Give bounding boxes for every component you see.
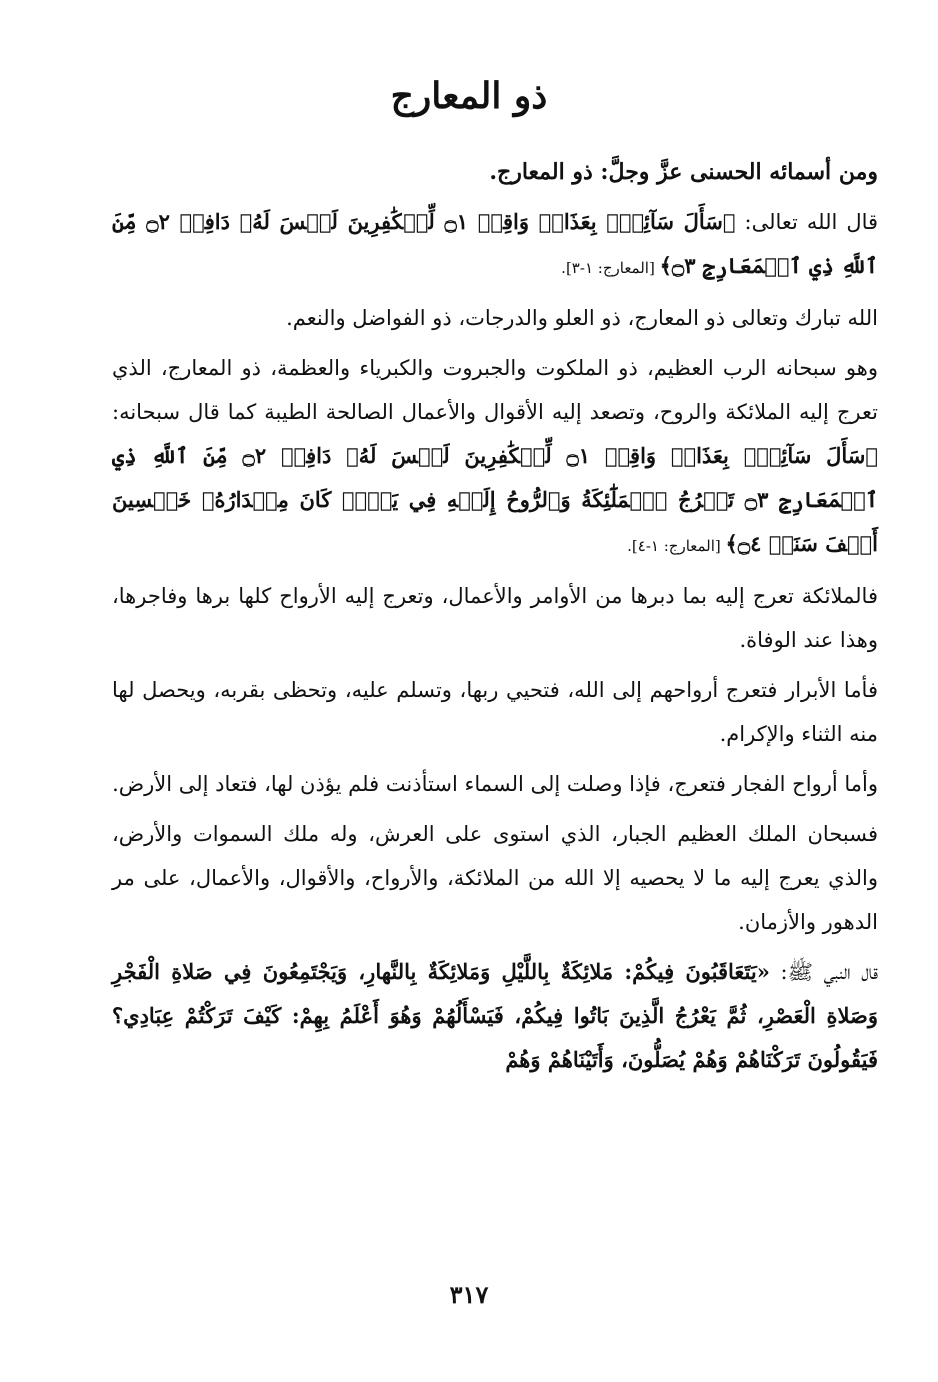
hadith-text: «يَتَعَاقَبُونَ فِيكُمْ: مَلائِكَةٌ بِاللَّيْلِ وَمَلائِكَةٌ بِالنَّهارِ، وَيَجْتَمِعُونَ فِي صَلاةِ الْفَجْرِ وَصَلاةِ الْعَصْرِ، ثُمَّ يَعْرُجُ الَّذِينَ بَاتُوا فِيكُمْ، فَيَسْأَلُهُمْ وَهُوَ أَعْلَمُ بِهِمْ: كَيْفَ تَرَكْتُمْ عِبَادِي؟ فَيَقُولُونَ تَرَكْنَاهُمْ وَهُمْ يُصَلُّونَ، وَأَتَيْنَاهُمْ وَهُمْ bbox=[112, 959, 878, 1072]
quran-verse: ﴿سَأَلَ سَآئِلُۢ بِعَذَابٖ وَاقِعٖ ۝١ لِّلۡكَٰفِرِينَ لَيۡسَ لَهُۥ دَافِعٞ ۝٢ مِّنَ ٱللَّهِ ذِي ٱلۡمَعَارِجِ ۝٣ تَعۡرُجُ ٱلۡمَلَٰٓئِكَةُ وَٱلرُّوحُ إِلَيۡهِ فِي يَوۡمٖ كَانَ مِقۡدَارُهُۥ خَمۡسِينَ أَلۡفَ سَنَةٖ ۝٤﴾ bbox=[112, 443, 879, 556]
paragraph-5: فأما الأبرار فتعرج أرواحهم إلى الله، فتحيي ربها، وتسلم عليه، وتحظى بقربه، ويحصل لها منه الثناء والإكرام. bbox=[112, 678, 878, 746]
page-title: ذو المعارج bbox=[390, 75, 548, 117]
paragraph-lead: قال الله تعالى: bbox=[735, 210, 879, 234]
paragraph-lead: قال النبي ﷺ: bbox=[769, 960, 879, 984]
verse-reference: [المعارج: ١-٤]. bbox=[627, 537, 726, 555]
paragraph-4: فالملائكة تعرج إليه بما دبرها من الأوامر والأعمال، وتعرج إليه الأرواح كلها برها وفاجرها، وهذا عند الوفاة. bbox=[112, 584, 878, 652]
paragraph-lead: وهو سبحانه الرب العظيم، ذو الملكوت والجبروت والكبرياء والعظمة، ذو المعارج، الذي تعرج إليه الملائكة والروح، وتصعد إليه الأقوال والأعمال الصالحة الطيبة كما قال سبحانه: bbox=[112, 356, 878, 424]
paragraph-6: وأما أرواح الفجار فتعرج، فإذا وصلت إلى السماء استأذنت فلم يؤذن لها، فتعاد إلى الأرض. bbox=[112, 772, 878, 796]
page-number: ٣١٧ bbox=[449, 1280, 489, 1309]
paragraph-hadith bbox=[112, 950, 878, 1082]
quran-verse: ﴿سَأَلَ سَآئِلُۢ بِعَذَابٖ وَاقِعٖ ۝١ لِّلۡكَٰفِرِينَ لَيۡسَ لَهُۥ دَافِعٞ ۝٢ مِّنَ ٱللَّهِ ذِي ٱلۡمَعَارِجِ ۝٣﴾ bbox=[112, 209, 878, 278]
paragraph-verse-2 bbox=[112, 346, 878, 568]
page-body bbox=[112, 150, 878, 1088]
paragraph-2: الله تبارك وتعالى ذو المعارج، ذو العلو والدرجات، ذو الفواضل والنعم. bbox=[286, 306, 878, 330]
paragraph-verse-1 bbox=[112, 200, 878, 290]
intro-paragraph: ومن أسمائه الحسنى عزَّ وجلَّ: ذو المعارج. bbox=[489, 159, 878, 185]
verse-reference: [المعارج: ١-٣]. bbox=[561, 259, 660, 277]
paragraph-7: فسبحان الملك العظيم الجبار، الذي استوى على العرش، وله ملك السموات والأرض، والذي يعرج إليه ما لا يحصيه إلا الله من الملائكة، والأرواح، والأقوال، والأعمال، على مر الدهور والأزمان. bbox=[112, 822, 878, 934]
